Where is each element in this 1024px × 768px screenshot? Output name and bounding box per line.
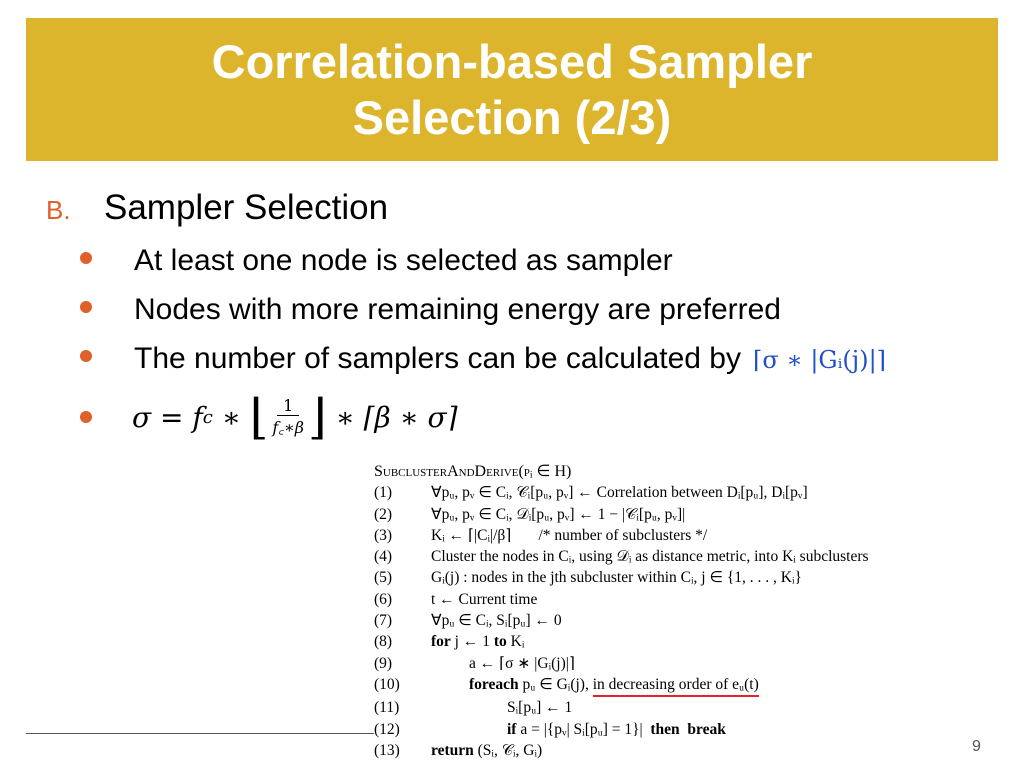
algorithm-listing xyxy=(374,461,1014,761)
algo-line xyxy=(374,719,1014,740)
bullet-2 xyxy=(80,293,781,327)
section-heading xyxy=(46,188,388,228)
line-text: Kᵢ ← ⌈|Cᵢ|/β⌉ /* number of subclusters */ xyxy=(431,526,708,544)
line-text: ∀pᵤ, pᵥ ∈ Cᵢ, 𝒟ᵢ[pᵤ, pᵥ] ← 1 − |𝒞ᵢ[pᵤ, pᵥ]| xyxy=(431,505,686,523)
algo-line xyxy=(374,504,1014,525)
bullet-text: The number of samplers can be calculated by xyxy=(134,342,741,375)
keyword: if xyxy=(507,720,517,738)
bullet-dot-icon xyxy=(80,301,92,313)
line-text: Gᵢ(j) : nodes in the jth subcluster within Cᵢ, j ∈ {1, . . . , Kᵢ} xyxy=(431,569,802,587)
left-floor-bracket: ⌊ xyxy=(249,389,269,445)
formula-star: ∗ xyxy=(212,400,250,434)
bullet-dot-icon xyxy=(80,350,92,362)
algo-line xyxy=(374,653,1014,674)
title-bar xyxy=(26,18,998,161)
line-number: (6) xyxy=(374,590,393,608)
keyword: then break xyxy=(650,720,726,738)
algo-line xyxy=(374,610,1014,631)
algo-line xyxy=(374,589,1014,610)
section-letter: B. xyxy=(46,195,71,225)
formula-left: σ = f xyxy=(132,400,203,434)
bullet-text: At least one node is selected as sampler xyxy=(134,244,673,277)
algo-line xyxy=(374,631,1014,652)
fraction-denominator: f꜀∗β xyxy=(272,418,305,437)
right-floor-bracket: ⌋ xyxy=(308,389,327,445)
algo-line xyxy=(374,567,1014,588)
line-number: (5) xyxy=(374,569,393,587)
line-number: (4) xyxy=(374,548,393,566)
line-text: ∀pᵤ, pᵥ ∈ Cᵢ, 𝒞ᵢ[pᵤ, pᵥ] ← Correlation between Dᵢ[pᵤ], Dᵢ[pᵥ] xyxy=(431,484,808,502)
keyword: return xyxy=(431,741,474,759)
line-number: (11) xyxy=(374,699,400,717)
line-number: (2) xyxy=(374,505,393,523)
footer-divider xyxy=(26,733,374,734)
fraction xyxy=(272,396,304,438)
line-text: Kᵢ xyxy=(506,633,525,651)
bullet-text: Nodes with more remaining energy are preferred xyxy=(134,293,781,326)
line-text: (Sᵢ, 𝒞ᵢ, Gᵢ) xyxy=(473,741,543,759)
formula-right: ∗ ⌈β ∗ σ⌉ xyxy=(326,400,458,434)
bullet-3 xyxy=(80,342,886,376)
line-number: (10) xyxy=(374,675,400,693)
algorithm-title: SubclusterAndDerive(pᵢ ∈ H) xyxy=(374,463,572,480)
line-text: a = |{pᵥ| Sᵢ[pᵤ] = 1}| xyxy=(516,720,651,738)
algo-line xyxy=(374,740,1014,761)
line-text: j ← 1 xyxy=(450,633,494,651)
bullet-dot-icon xyxy=(80,252,92,264)
fraction-numerator: 1 xyxy=(277,396,299,416)
line-number: (1) xyxy=(374,484,393,502)
slide-title xyxy=(62,34,962,146)
bullet-dot-icon xyxy=(80,411,92,423)
line-number: (3) xyxy=(374,526,393,544)
algo-line xyxy=(374,525,1014,546)
section-text: Sampler Selection xyxy=(104,188,389,227)
bullet-1 xyxy=(80,244,673,278)
title-line-1: Correlation-based Sampler xyxy=(211,34,813,88)
line-text: ∀pᵤ ∈ Cᵢ, Sᵢ[pᵤ] ← 0 xyxy=(431,612,562,630)
algo-line xyxy=(374,546,1014,567)
page-number: 9 xyxy=(972,738,981,755)
line-number: (8) xyxy=(374,633,393,651)
line-text: a ← ⌈σ ∗ |Gᵢ(j)|⌉ xyxy=(469,654,575,672)
underlined-text: in decreasing order of eᵤ(t) xyxy=(593,674,759,697)
algo-line xyxy=(374,674,1014,697)
keyword: foreach xyxy=(469,675,519,693)
line-text: t ← Current time xyxy=(431,590,538,608)
formula-sub-c: c xyxy=(202,406,213,428)
keyword: for xyxy=(431,633,451,651)
algo-line xyxy=(374,482,1014,503)
line-number: (13) xyxy=(374,741,400,759)
algo-line xyxy=(374,697,1014,718)
keyword: to xyxy=(493,633,507,651)
line-number: (12) xyxy=(374,720,400,738)
line-number: (9) xyxy=(374,654,393,672)
line-text: Cluster the nodes in Cᵢ, using 𝒟ᵢ as distance metric, into Kᵢ subclusters xyxy=(431,548,869,566)
line-text: Sᵢ[pᵤ] ← 1 xyxy=(507,699,573,717)
sigma-formula xyxy=(80,389,458,445)
line-text: pᵤ ∈ Gᵢ(j), xyxy=(518,675,593,693)
inline-formula: ⌈σ ∗ |Gᵢ(j)|⌉ xyxy=(753,346,887,374)
line-number: (7) xyxy=(374,612,393,630)
title-line-2: Selection (2/3) xyxy=(352,90,672,144)
